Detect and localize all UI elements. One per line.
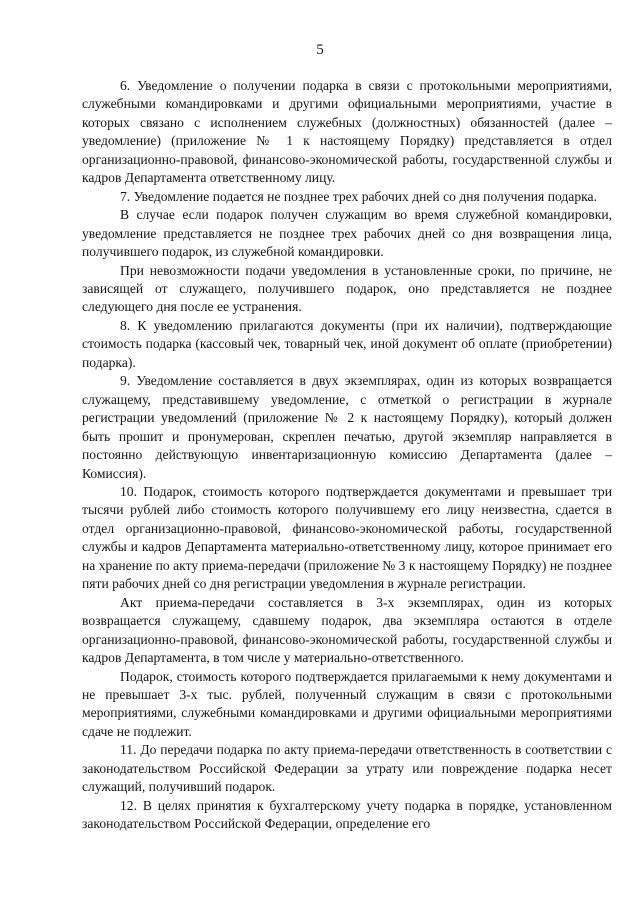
paragraph-9: 9. Уведомление составляется в двух экземплярах, один из которых возвращается служащему, представившему уведомление, с отметкой о регистрации в журнале регистрации уведомлений (приложение № 2 к настоящему Порядку), который должен быть прошит и пронумерован, скреплен печатью, другой экземпляр направляется в постоянно действующую инвентаризационную комиссию Департамента (далее – Комиссия). — [82, 373, 612, 481]
paragraph-11: 11. До передачи подарка по акту приема-передачи ответственность в соответствии с законодательством Российской Федерации за утрату или повреждение подарка несет служащий, получивший подарок. — [82, 742, 612, 795]
page-number: 5 — [316, 42, 324, 58]
document-body — [82, 77, 612, 834]
paragraph-12: 12. В целях принятия к бухгалтерскому учету подарка в порядке, установленном законодательством Российской Федерации, определение его — [82, 797, 612, 832]
paragraph-10-not-subject: Подарок, стоимость которого подтверждается прилагаемыми к нему документами и не превышает 3-х тыс. рублей, полученный служащим в связи с протокольными мероприятиями, служебными командировками и другими официальными мероприятиями сдаче не подлежит. — [82, 668, 612, 739]
paragraph-10: 10. Подарок, стоимость которого подтверждается документами и превышает три тысячи рублей либо стоимость которого получившему его лицу неизвестна, сдается в отдел организационно-правовой, финансово-экономической работы, государственной службы и кадров Департамента материально-ответственному лицу, которое принимает его на хранение по акту приема-передачи (приложение № 3 к настоящему Порядку) не позднее пяти рабочих дней со дня регистрации уведомления в журнале регистрации. — [82, 483, 612, 592]
paragraph-7-impossibility: При невозможности подачи уведомления в установленные сроки, по причине, не зависящей от служащего, получившего подарок, оно представляется не позднее следующего дня после ее устранения. — [82, 262, 612, 315]
paragraph-10-act: Акт приема-передачи составляется в 3-х экземплярах, один из которых возвращается служащему, сдавшему подарок, два экземпляра остаются в отделе организационно-правовой, финансово-экономической работы, государственной службы и кадров Департамента, в том числе у материально-ответственного. — [82, 594, 612, 666]
paragraph-6: 6. Уведомление о получении подарка в связи с протокольными мероприятиями, служебными командировками и другими официальными мероприятиями, участие в которых связано с исполнением служебных (должностных) обязанностей (далее – уведомление) (приложение № 1 к настоящему Порядку) представляется в отдел организационно-правовой, финансово-экономической работы, государственной службы и кадров Департамента ответственному лицу. — [82, 78, 612, 186]
paragraph-8: 8. К уведомлению прилагаются документы (при их наличии), подтверждающие стоимость подарка (кассовый чек, товарный чек, иной документ об оплате (приобретении) подарка). — [82, 317, 612, 370]
paragraph-7-business-trip: В случае если подарок получен служащим во время служебной командировки, уведомление представляется не позднее трех рабочих дней со дня возвращения лица, получившего подарок, из служебной командировки. — [82, 207, 612, 260]
paragraph-7: 7. Уведомление подается не позднее трех рабочих дней со дня получения подарка. — [120, 188, 597, 204]
